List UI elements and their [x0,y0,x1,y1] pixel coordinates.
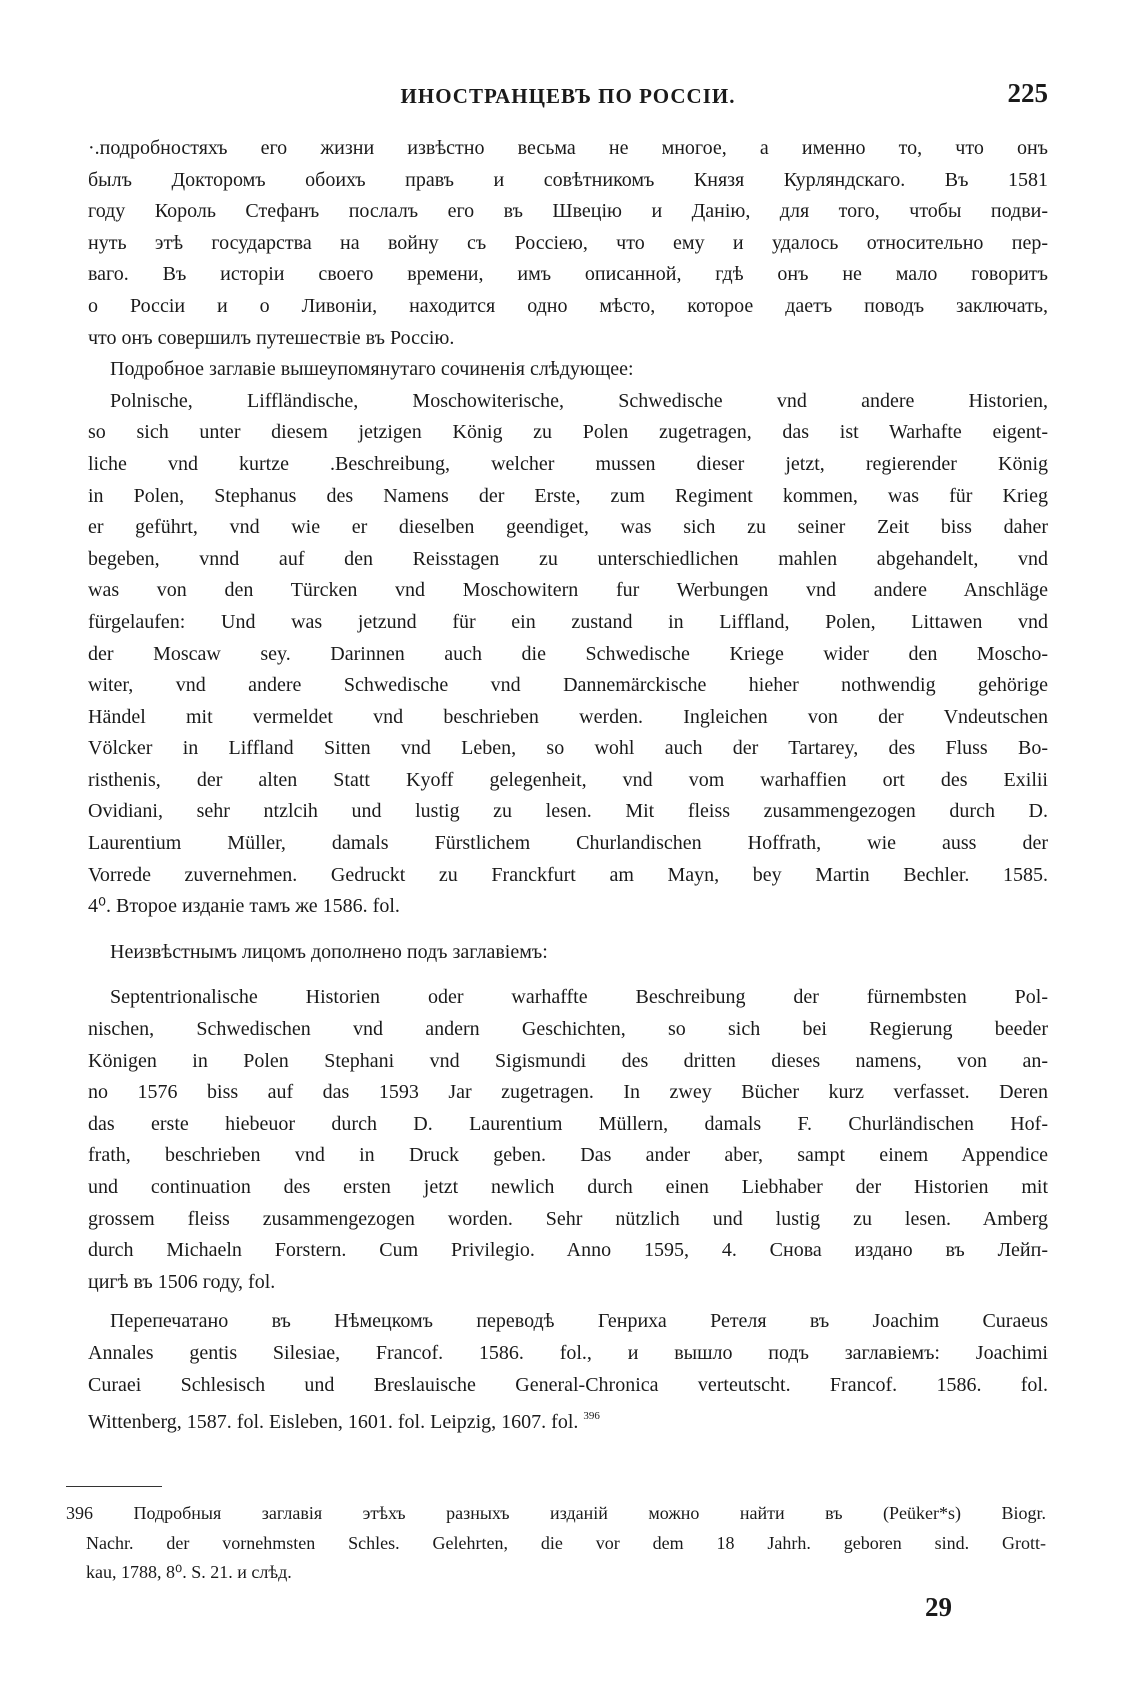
paragraph-reprint [88,1306,1048,1432]
signature-mark: 29 [925,1592,952,1622]
footnote-reference[interactable]: 396 [583,1410,600,1423]
text-line: Septentrionalische Historien oder warhaffte Beschreibung der fürnembsten Pol- [110,986,1048,1009]
paragraph-continuation [88,133,1048,354]
text-line: durch Michaeln Forstern. Cum Privilegio. Anno 1595, 4. Снова издано въ Лейп- [88,1239,1048,1262]
text-line: былъ Докторомъ обоихъ правъ и совѣтникомъ Князя Курляндскаго. Въ 1581 [88,168,1048,191]
footnotes [66,1499,1046,1588]
text-line: 4⁰. Второе изданіе тамъ же 1586. fol. [88,895,400,918]
footnote-line: 396 Подробныя заглавія этѣхъ разныхъ изданій можно найти въ (Peüker*s) Biogr. [66,1503,1046,1523]
paragraph-german-title-2 [88,982,1048,1298]
text-line: Königen in Polen Stephani vnd Sigismundi des dritten dieses namens, von an- [88,1049,1048,1072]
text-line: Ovidiani, sehr ntzlcih und lustig zu lesen. Mit fleiss zusammengezogen durch D. [88,800,1048,823]
paragraph-gap [88,968,1048,982]
text-line: grossem fleiss zusammengezogen worden. Sehr nützlich und lustig zu lesen. Amberg [88,1207,1048,1230]
footnote-line: kau, 1788, 8⁰. S. 21. и слѣд. [86,1562,292,1582]
paragraph-supplement-intro [88,937,1048,969]
text-line: Laurentium Müller, damals Fürstlichem Churlandischen Hoffrath, wie auss der [88,832,1048,855]
running-title: ИНОСТРАНЦЕВЪ ПО РОССІИ. [400,84,736,108]
text-line: ·.подробностяхъ его жизни извѣстно весьма не многое, а именно то, что онъ [88,137,1048,159]
text-line: Подробное заглавіе вышеупомянутаго сочиненія слѣдующее: [110,358,634,381]
text-line: Völcker in Liffland Sitten vnd Leben, so wohl auch der Tartarey, des Fluss Bo- [88,737,1048,760]
text-line: Перепечатано въ Нѣмецкомъ переводѣ Генриха Ретеля въ Joachim Curaeus [110,1310,1048,1333]
text-line: Annales gentis Silesiae, Francof. 1586. fol., и вышло подъ заглавіемъ: Joachimi [88,1341,1048,1364]
paragraph-gap [88,923,1048,937]
text-line: нуть этѣ государства на войну съ Россіею, что ему и удалось относительно пер- [88,231,1048,254]
text-line: ваго. Въ исторіи своего времени, имъ описанной, гдѣ онъ не мало говоритъ [88,263,1048,286]
text-line: no 1576 biss auf das 1593 Jar zugetragen. In zwey Bücher kurz verfasset. Deren [88,1081,1048,1104]
paragraph-gap [88,1298,1048,1306]
footnote-divider [66,1486,162,1487]
text-line: Polnische, Liffländische, Moschowiterische, Schwedische vnd andere Historien, [110,389,1048,412]
text-line: что онъ совершилъ путешествіе въ Россію. [88,326,455,349]
text-line: was von den Türcken vnd Moschowitern fur Werbungen vnd andere Anschläge [88,579,1048,602]
text-line: und continuation des ersten jetzt newlich durch einen Liebhaber der Historien mit [88,1176,1048,1198]
text-line: liche vnd kurtze .Beschreibung, welcher mussen dieser jetzt, regierender König [88,452,1048,475]
body-text [88,133,1048,1433]
text-line: in Polen, Stephanus des Namens der Erste, zum Regiment kommen, was für Krieg [88,484,1048,507]
text-line: der Moscaw sey. Darinnen auch die Schwedische Kriege wider den Moscho- [88,642,1048,665]
text-line: das erste hiebeuor durch D. Laurentium Müllern, damals F. Churländischen Hof- [88,1112,1048,1135]
text-line: fürgelaufen: Und was jetzund für ein zustand in Liffland, Polen, Littawen vnd [88,610,1048,633]
paragraph-title-intro [88,354,1048,386]
text-line: witer, vnd andere Schwedische vnd Dannemärckische hieher nothwendig gehörige [88,674,1048,697]
text-line [88,1401,1048,1433]
text-line: nischen, Schwedischen vnd andern Geschichten, so sich bei Regierung beeder [88,1018,1048,1041]
text-line: цигѣ въ 1506 году, fol. [88,1270,276,1293]
text-line-content: Wittenberg, 1587. fol. Eisleben, 1601. fol. Leipzig, 1607. fol. [88,1411,579,1434]
text-line: begeben, vnnd auf den Reisstagen zu unterschiedlichen mahlen abgehandelt, vnd [88,547,1048,570]
text-line: Неизвѣстнымъ лицомъ дополнено подъ заглавіемъ: [110,940,548,963]
text-line: risthenis, der alten Statt Kyoff gelegenheit, vnd vom warhaffien ort des Exilii [88,768,1048,791]
text-line: о Россіи и о Ливоніи, находится одно мѣсто, которое даетъ поводъ заключать, [88,294,1048,317]
footnote-396 [66,1499,1046,1588]
text-line: so sich unter diesem jetzigen König zu Polen zugetragen, das ist Warhafte eigent- [88,421,1048,444]
text-line: Vorrede zuvernehmen. Gedruckt zu Franckfurt am Mayn, bey Martin Bechler. 1585. [88,863,1048,886]
text-line: Curaei Schlesisch und Breslauische General-Chronica verteutscht. Francof. 1586. fol. [88,1373,1048,1396]
text-line: году Король Стефанъ послалъ его въ Швецію и Данію, для того, чтобы подви- [88,200,1048,223]
paragraph-german-title-1 [88,386,1048,923]
footnote-line: Nachr. der vornehmsten Schles. Gelehrten, die vor dem 18 Jahrh. geboren sind. Grott- [86,1532,1046,1553]
text-line: Händel mit vermeldet vnd beschrieben werden. Ingleichen von der Vndeutschen [88,705,1048,728]
page-number: 225 [1007,78,1048,108]
text-line: er geführt, vnd wie er dieselben geendiget, was sich zu seiner Zeit biss daher [88,516,1048,539]
running-head [88,78,1048,114]
text-line: frath, beschrieben vnd in Druck geben. Das ander aber, sampt einem Appendice [88,1144,1048,1167]
